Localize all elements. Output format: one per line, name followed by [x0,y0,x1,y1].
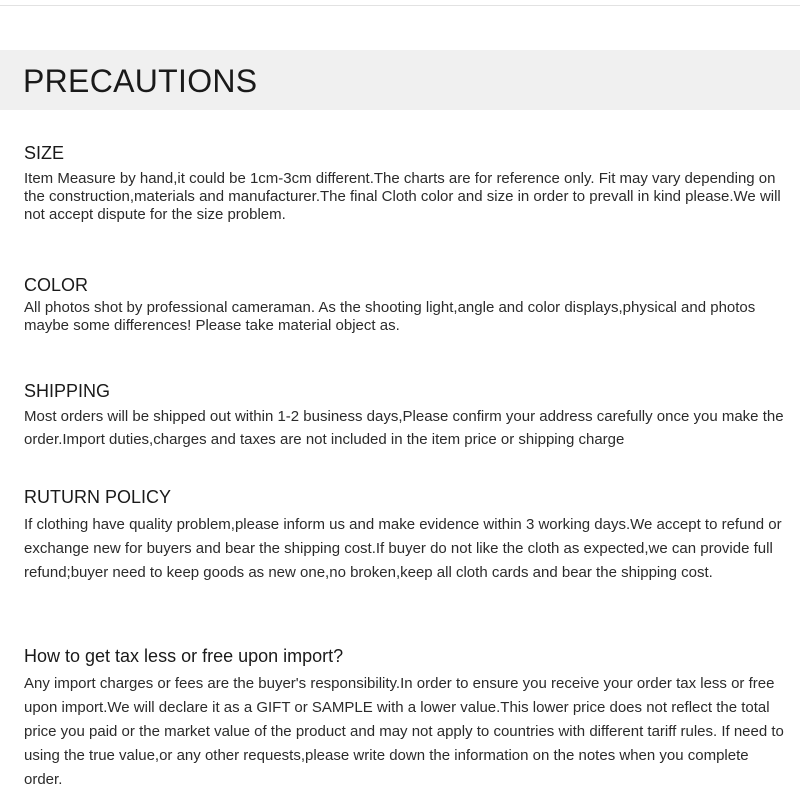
size-section [24,142,790,224]
tax-text: Any import charges or fees are the buyer's responsibility.In order to ensure you receive your order tax less or free upon import.We will declare it as a GIFT or SAMPLE with a lower value.This lower price does not reflect the total price you paid or the market value of the product and may not apply to countries with different tariff rules. If need to using the true value,or any other requests,please write down the information on the notes when you complete order. [24,675,784,788]
page-title: PRECAUTIONS [23,63,258,99]
size-text: Item Measure by hand,it could be 1cm-3cm different.The charts are for reference only. Fit may vary depending on the construction,materials and manufacturer.The final Cloth color and size in order to prevall in kind please.We will not accept dispute for the size problem. [24,170,781,223]
tax-section [24,645,790,792]
shipping-section [24,380,790,451]
tax-heading: How to get tax less or free upon import? [24,646,344,666]
top-divider [0,5,800,6]
color-heading: COLOR [24,275,89,295]
shipping-heading: SHIPPING [24,381,111,401]
return-policy-heading: RUTURN POLICY [24,487,172,507]
return-policy-section [24,486,790,585]
color-text: All photos shot by professional cameraman. As the shooting light,angle and color displays,physical and photos maybe some differences! Please take material object as. [24,299,756,334]
return-policy-text: If clothing have quality problem,please inform us and make evidence within 3 working days.We accept to refund or exchange new for buyers and bear the shipping cost.If buyer do not like the cloth as expected,we can provide full refund;buyer need to keep goods as new one,no broken,keep all cloth cards and bear the shipping cost. [24,516,782,581]
size-heading: SIZE [24,143,65,163]
shipping-text: Most orders will be shipped out within 1-2 business days,Please confirm your address carefully once you make the order.Import duties,charges and taxes are not included in the item price or shipping charge [24,408,784,448]
color-section [24,274,790,335]
precautions-banner [0,50,800,110]
